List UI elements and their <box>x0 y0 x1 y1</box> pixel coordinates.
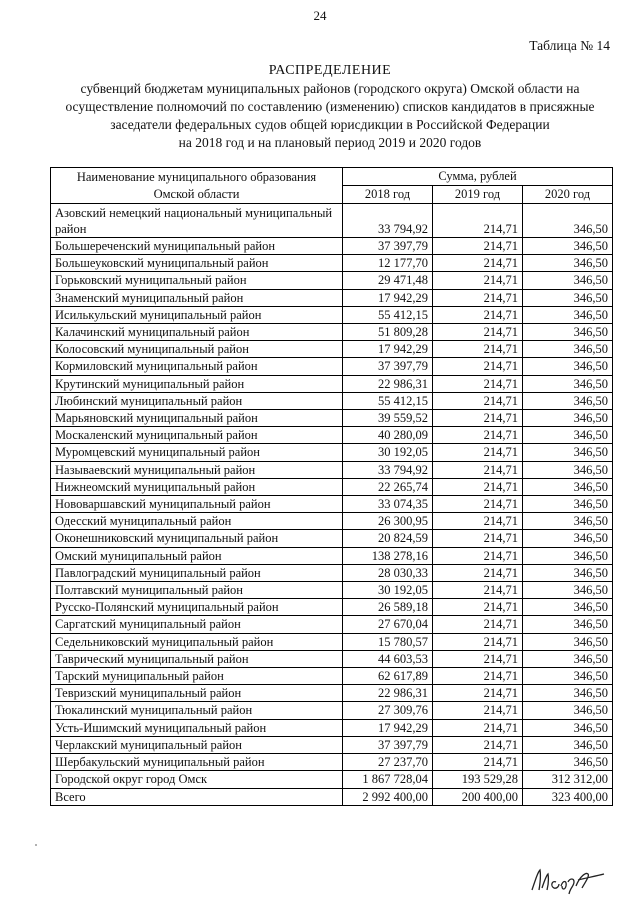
value-2019-cell: 214,71 <box>433 564 523 581</box>
value-2019-cell: 214,71 <box>433 238 523 255</box>
value-2020-cell: 346,50 <box>523 272 613 289</box>
value-2018-cell: 62 617,89 <box>343 668 433 685</box>
table-row <box>51 616 613 633</box>
year-header-2020: 2020 год <box>523 186 613 204</box>
value-2019-cell: 214,71 <box>433 324 523 341</box>
row-name-cell: Знаменский муниципальный район <box>51 289 343 306</box>
value-2018-cell: 30 192,05 <box>343 444 433 461</box>
value-2018-cell: 27 309,76 <box>343 702 433 719</box>
value-2019-cell: 214,71 <box>433 719 523 736</box>
value-2018-cell: 33 794,92 <box>343 461 433 478</box>
value-2019-cell: 214,71 <box>433 272 523 289</box>
handwritten-signature <box>528 864 608 901</box>
table-row <box>51 564 613 581</box>
value-2019-cell: 214,71 <box>433 478 523 495</box>
row-name-cell: Горьковский муниципальный район <box>51 272 343 289</box>
row-name-cell: Крутинский муниципальный район <box>51 375 343 392</box>
value-2020-cell: 346,50 <box>523 719 613 736</box>
row-name-cell: Называевский муниципальный район <box>51 461 343 478</box>
value-2020-cell: 346,50 <box>523 238 613 255</box>
row-name-cell: Москаленский муниципальный район <box>51 427 343 444</box>
table-row <box>51 496 613 513</box>
table-row <box>51 358 613 375</box>
value-2020-cell: 346,50 <box>523 599 613 616</box>
row-name-cell: Азовский немецкий национальный муниципальный район <box>51 204 343 238</box>
value-2020-cell: 346,50 <box>523 702 613 719</box>
table-row <box>51 754 613 771</box>
table-row <box>51 306 613 323</box>
value-2019-cell: 214,71 <box>433 410 523 427</box>
value-2020-cell: 346,50 <box>523 496 613 513</box>
value-2020-cell: 346,50 <box>523 547 613 564</box>
table-row <box>51 375 613 392</box>
value-2018-cell: 26 300,95 <box>343 513 433 530</box>
value-2020-cell: 346,50 <box>523 616 613 633</box>
row-name-cell: Тюкалинский муниципальный район <box>51 702 343 719</box>
value-2018-cell: 39 559,52 <box>343 410 433 427</box>
row-name-cell: Любинский муниципальный район <box>51 392 343 409</box>
value-2018-cell: 1 867 728,04 <box>343 771 433 788</box>
row-name-cell: Усть-Ишимский муниципальный район <box>51 719 343 736</box>
table-row <box>51 547 613 564</box>
value-2020-cell: 323 400,00 <box>523 788 613 805</box>
value-2020-cell: 312 312,00 <box>523 771 613 788</box>
value-2018-cell: 2 992 400,00 <box>343 788 433 805</box>
value-2018-cell: 17 942,29 <box>343 719 433 736</box>
row-name-cell: Большеуковский муниципальный район <box>51 255 343 272</box>
table-row <box>51 410 613 427</box>
table-row <box>51 633 613 650</box>
table-row <box>51 530 613 547</box>
distribution-table <box>50 167 613 806</box>
table-row <box>51 599 613 616</box>
value-2020-cell: 346,50 <box>523 478 613 495</box>
value-2018-cell: 22 986,31 <box>343 685 433 702</box>
value-2018-cell: 33 794,92 <box>343 204 433 238</box>
table-row <box>51 238 613 255</box>
row-name-cell: Одесский муниципальный район <box>51 513 343 530</box>
value-2018-cell: 55 412,15 <box>343 306 433 323</box>
value-2019-cell: 214,71 <box>433 204 523 238</box>
row-name-cell: Кормиловский муниципальный район <box>51 358 343 375</box>
value-2019-cell: 214,71 <box>433 668 523 685</box>
value-2020-cell: 346,50 <box>523 410 613 427</box>
row-name-cell: Тарский муниципальный район <box>51 668 343 685</box>
value-2019-cell: 214,71 <box>433 633 523 650</box>
value-2018-cell: 27 237,70 <box>343 754 433 771</box>
value-2019-cell: 214,71 <box>433 375 523 392</box>
row-name-cell: Седельниковский муниципальный район <box>51 633 343 650</box>
value-2019-cell: 214,71 <box>433 358 523 375</box>
value-2020-cell: 346,50 <box>523 513 613 530</box>
heading-line: субвенций бюджетам муниципальных районов (городского округа) Омской области на <box>80 81 580 96</box>
value-2019-cell: 214,71 <box>433 255 523 272</box>
table-row <box>51 685 613 702</box>
value-2019-cell: 214,71 <box>433 582 523 599</box>
value-2018-cell: 12 177,70 <box>343 255 433 272</box>
table-row <box>51 771 613 788</box>
heading-title: РАСПРЕДЕЛЕНИЕ <box>268 63 392 78</box>
value-2018-cell: 44 603,53 <box>343 650 433 667</box>
value-2018-cell: 27 670,04 <box>343 616 433 633</box>
row-name-cell: Нововаршавский муниципальный район <box>51 496 343 513</box>
value-2020-cell: 346,50 <box>523 392 613 409</box>
row-name-cell: Нижнеомский муниципальный район <box>51 478 343 495</box>
value-2020-cell: 346,50 <box>523 341 613 358</box>
table-row <box>51 427 613 444</box>
value-2019-cell: 214,71 <box>433 530 523 547</box>
value-2018-cell: 37 397,79 <box>343 736 433 753</box>
value-2020-cell: 346,50 <box>523 564 613 581</box>
value-2019-cell: 214,71 <box>433 736 523 753</box>
table-row <box>51 736 613 753</box>
table-row <box>51 392 613 409</box>
value-2020-cell: 346,50 <box>523 685 613 702</box>
table-row <box>51 719 613 736</box>
name-column-header: Наименование муниципального образования Омской области <box>51 168 343 204</box>
value-2018-cell: 28 030,33 <box>343 564 433 581</box>
value-2018-cell: 40 280,09 <box>343 427 433 444</box>
table-row <box>51 582 613 599</box>
value-2020-cell: 346,50 <box>523 530 613 547</box>
value-2020-cell: 346,50 <box>523 668 613 685</box>
row-name-cell: Павлоградский муниципальный район <box>51 564 343 581</box>
value-2019-cell: 193 529,28 <box>433 771 523 788</box>
value-2019-cell: 214,71 <box>433 754 523 771</box>
year-header-2018: 2018 год <box>343 186 433 204</box>
value-2020-cell: 346,50 <box>523 255 613 272</box>
value-2020-cell: 346,50 <box>523 324 613 341</box>
value-2018-cell: 17 942,29 <box>343 341 433 358</box>
value-2018-cell: 20 824,59 <box>343 530 433 547</box>
row-name-cell: Городской округ город Омск <box>51 771 343 788</box>
value-2019-cell: 214,71 <box>433 427 523 444</box>
table-row <box>51 668 613 685</box>
row-name-cell: Шербакульский муниципальный район <box>51 754 343 771</box>
value-2018-cell: 37 397,79 <box>343 238 433 255</box>
row-name-cell: Таврический муниципальный район <box>51 650 343 667</box>
value-2018-cell: 15 780,57 <box>343 633 433 650</box>
table-label: Таблица № 14 <box>529 38 610 53</box>
value-2019-cell: 214,71 <box>433 306 523 323</box>
scan-speck <box>35 844 37 846</box>
table-row <box>51 341 613 358</box>
value-2020-cell: 346,50 <box>523 306 613 323</box>
value-2019-cell: 214,71 <box>433 341 523 358</box>
value-2019-cell: 214,71 <box>433 616 523 633</box>
page-number: 24 <box>313 8 327 23</box>
value-2020-cell: 346,50 <box>523 427 613 444</box>
row-name-cell: Колосовский муниципальный район <box>51 341 343 358</box>
table-row <box>51 650 613 667</box>
value-2020-cell: 346,50 <box>523 736 613 753</box>
row-name-cell: Полтавский муниципальный район <box>51 582 343 599</box>
table-row <box>51 444 613 461</box>
row-name-cell: Марьяновский муниципальный район <box>51 410 343 427</box>
value-2020-cell: 346,50 <box>523 754 613 771</box>
value-2020-cell: 346,50 <box>523 444 613 461</box>
row-name-cell: Калачинский муниципальный район <box>51 324 343 341</box>
value-2019-cell: 214,71 <box>433 702 523 719</box>
heading-line: осуществление полномочий по составлению (изменению) списков кандидатов в присяжные <box>65 99 595 114</box>
value-2018-cell: 33 074,35 <box>343 496 433 513</box>
value-2019-cell: 214,71 <box>433 461 523 478</box>
value-2020-cell: 346,50 <box>523 375 613 392</box>
value-2018-cell: 138 278,16 <box>343 547 433 564</box>
table-row <box>51 478 613 495</box>
value-2020-cell: 346,50 <box>523 358 613 375</box>
value-2019-cell: 214,71 <box>433 599 523 616</box>
value-2019-cell: 214,71 <box>433 650 523 667</box>
value-2019-cell: 214,71 <box>433 685 523 702</box>
row-name-cell: Тевризский муниципальный район <box>51 685 343 702</box>
value-2020-cell: 346,50 <box>523 633 613 650</box>
heading-line: на 2018 год и на плановый период 2019 и 2020 годов <box>178 135 482 150</box>
value-2020-cell: 346,50 <box>523 204 613 238</box>
table-row <box>51 788 613 805</box>
heading-line: заседатели федеральных судов общей юрисдикции в Российской Федерации <box>110 117 550 132</box>
value-2018-cell: 29 471,48 <box>343 272 433 289</box>
value-2020-cell: 346,50 <box>523 289 613 306</box>
row-name-cell: Саргатский муниципальный район <box>51 616 343 633</box>
row-name-cell: Оконешниковский муниципальный район <box>51 530 343 547</box>
value-2020-cell: 346,50 <box>523 461 613 478</box>
row-name-cell: Муромцевский муниципальный район <box>51 444 343 461</box>
value-2020-cell: 346,50 <box>523 582 613 599</box>
year-header-2019: 2019 год <box>433 186 523 204</box>
table-row <box>51 461 613 478</box>
table-row <box>51 255 613 272</box>
row-name-cell: Черлакский муниципальный район <box>51 736 343 753</box>
table-row <box>51 513 613 530</box>
value-2018-cell: 37 397,79 <box>343 358 433 375</box>
value-2019-cell: 214,71 <box>433 444 523 461</box>
value-2019-cell: 214,71 <box>433 392 523 409</box>
value-2019-cell: 214,71 <box>433 513 523 530</box>
row-name-cell: Большереченский муниципальный район <box>51 238 343 255</box>
value-2019-cell: 214,71 <box>433 547 523 564</box>
document-heading <box>40 62 620 152</box>
value-2018-cell: 30 192,05 <box>343 582 433 599</box>
value-2019-cell: 200 400,00 <box>433 788 523 805</box>
table-row <box>51 702 613 719</box>
table-row <box>51 272 613 289</box>
value-2018-cell: 26 589,18 <box>343 599 433 616</box>
table-row <box>51 204 613 238</box>
value-2020-cell: 346,50 <box>523 650 613 667</box>
row-name-cell: Исилькульский муниципальный район <box>51 306 343 323</box>
value-2018-cell: 22 265,74 <box>343 478 433 495</box>
value-2018-cell: 55 412,15 <box>343 392 433 409</box>
value-2019-cell: 214,71 <box>433 289 523 306</box>
value-2018-cell: 17 942,29 <box>343 289 433 306</box>
table-body <box>51 204 613 806</box>
row-name-cell: Омский муниципальный район <box>51 547 343 564</box>
row-name-cell: Русско-Полянский муниципальный район <box>51 599 343 616</box>
value-2018-cell: 22 986,31 <box>343 375 433 392</box>
value-2019-cell: 214,71 <box>433 496 523 513</box>
table-row <box>51 289 613 306</box>
value-2018-cell: 51 809,28 <box>343 324 433 341</box>
signature-drawing <box>528 864 608 896</box>
sum-column-header: Сумма, рублей <box>343 168 613 186</box>
table-row <box>51 324 613 341</box>
row-name-cell: Всего <box>51 788 343 805</box>
